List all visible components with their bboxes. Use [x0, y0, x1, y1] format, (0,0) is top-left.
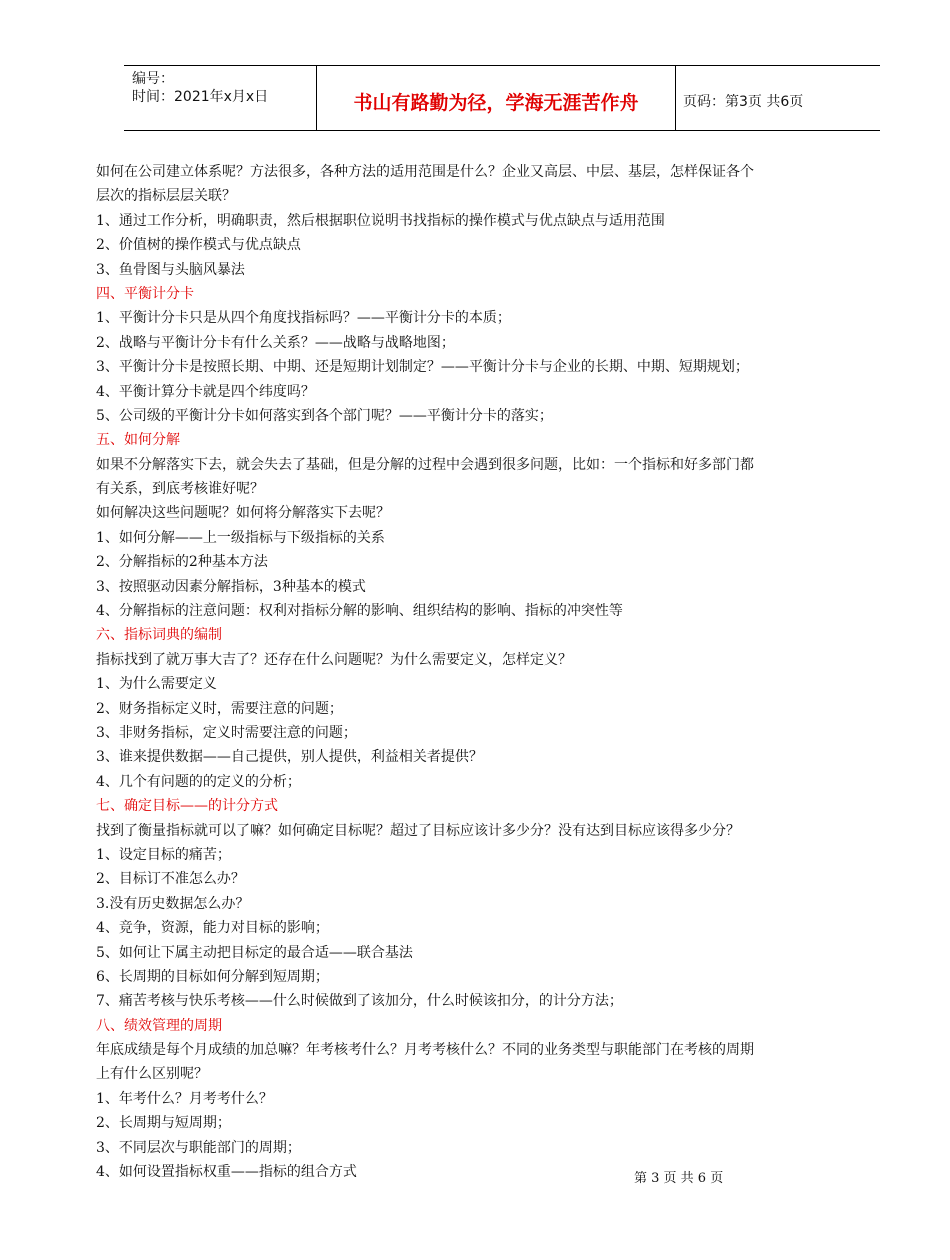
- body-text-line: 4、平衡计算分卡就是四个纬度吗？: [96, 383, 315, 400]
- body-text-line: 年底成绩是每个月成绩的加总嘛？年考核考什么？月考考核什么？不同的业务类型与职能部门在考核的周期: [96, 1042, 754, 1059]
- section-heading: 八、绩效管理的周期: [96, 1017, 222, 1034]
- page-footer: 第 3 页 共 6 页: [634, 1171, 724, 1186]
- body-text-line: 1、如何分解——上一级指标与下级指标的关系: [96, 529, 385, 546]
- body-text-line: 层次的指标层层关联？: [96, 188, 236, 205]
- body-text-line: 指标找到了就万事大吉了？还存在什么问题呢？为什么需要定义，怎样定义？: [96, 651, 572, 668]
- header-page-info: 页码：第3页 共6页: [683, 94, 804, 110]
- section-heading: 五、如何分解: [96, 432, 180, 449]
- section-heading: 六、指标词典的编制: [96, 627, 222, 644]
- document-date: 时间：2021年x月x日: [132, 89, 269, 105]
- body-text-line: 3.没有历史数据怎么办？: [96, 895, 250, 912]
- body-text-line: 1、平衡计分卡只是从四个角度找指标吗？——平衡计分卡的本质；: [96, 310, 511, 327]
- body-text-line: 5、如何让下属主动把目标定的最合适——联合基法: [96, 944, 413, 961]
- body-text-line: 1、通过工作分析，明确职责，然后根据职位说明书找指标的操作模式与优点缺点与适用范围: [96, 212, 665, 229]
- body-text-line: 6、长周期的目标如何分解到短周期；: [96, 968, 329, 985]
- body-text-line: 如果不分解落实下去，就会失去了基础，但是分解的过程中会遇到很多问题，比如：一个指标和好多部门都: [96, 456, 754, 473]
- body-text-line: 上有什么区别呢？: [96, 1066, 208, 1083]
- section-heading: 四、平衡计分卡: [96, 285, 194, 302]
- body-text-line: 如何解决这些问题呢？如何将分解落实下去呢？: [96, 505, 390, 522]
- body-text-line: 2、财务指标定义时，需要注意的问题；: [96, 700, 343, 717]
- section-heading: 七、确定目标——的计分方式: [96, 798, 278, 815]
- body-text-line: 7、痛苦考核与快乐考核——什么时候做到了该加分，什么时候该扣分，的计分方法；: [96, 993, 623, 1010]
- document-number-label: 编号：: [132, 71, 174, 87]
- body-text-line: 1、年考什么？月考考什么？: [96, 1090, 273, 1107]
- body-text-line: 3、不同层次与职能部门的周期；: [96, 1139, 301, 1156]
- document-header: [124, 65, 880, 131]
- body-text-line: 2、目标订不准怎么办？: [96, 871, 245, 888]
- body-text-line: 3、鱼骨图与头脑风暴法: [96, 261, 245, 278]
- header-info-cell: [124, 66, 316, 130]
- body-text-line: 2、战略与平衡计分卡有什么关系？——战略与战略地图；: [96, 334, 455, 351]
- body-text-line: 如何在公司建立体系呢？方法很多，各种方法的适用范围是什么？企业又高层、中层、基层，怎样保证各个: [96, 164, 754, 180]
- document-body: [96, 160, 876, 1184]
- body-text-line: 1、为什么需要定义: [96, 676, 217, 693]
- header-page-cell: [675, 66, 880, 130]
- body-text-line: 2、价值树的操作模式与优点缺点: [96, 237, 301, 254]
- body-text-line: 3、按照驱动因素分解指标，3种基本的模式: [96, 578, 366, 595]
- body-text-line: 2、分解指标的2种基本方法: [96, 554, 268, 571]
- body-text-line: 5、公司级的平衡计分卡如何落实到各个部门呢？——平衡计分卡的落实；: [96, 407, 553, 424]
- body-text-line: 3、非财务指标，定义时需要注意的问题；: [96, 724, 357, 741]
- body-text-line: 3、平衡计分卡是按照长期、中期、还是短期计划制定？——平衡计分卡与企业的长期、中期、短期规划；: [96, 359, 749, 376]
- body-text-line: 4、几个有问题的的定义的分析；: [96, 773, 301, 790]
- body-text-line: 2、长周期与短周期；: [96, 1115, 231, 1132]
- body-text-line: 4、竞争，资源，能力对目标的影响；: [96, 920, 329, 937]
- header-motto: 书山有路勤为径，学海无涯苦作舟: [353, 92, 639, 114]
- body-text-line: 有关系，到底考核谁好呢？: [96, 481, 264, 498]
- body-text-line: 4、分解指标的注意问题：权利对指标分解的影响、组织结构的影响、指标的冲突性等: [96, 603, 623, 620]
- body-text-line: 1、设定目标的痛苦；: [96, 846, 231, 863]
- body-text-line: 3、谁来提供数据——自己提供，别人提供，利益相关者提供？: [96, 749, 483, 766]
- header-motto-cell: [316, 66, 676, 130]
- body-text-line: 4、如何设置指标权重——指标的组合方式: [96, 1164, 357, 1181]
- body-text-line: 找到了衡量指标就可以了嘛？如何确定目标呢？超过了目标应该计多少分？没有达到目标应该得多少分？: [96, 822, 740, 839]
